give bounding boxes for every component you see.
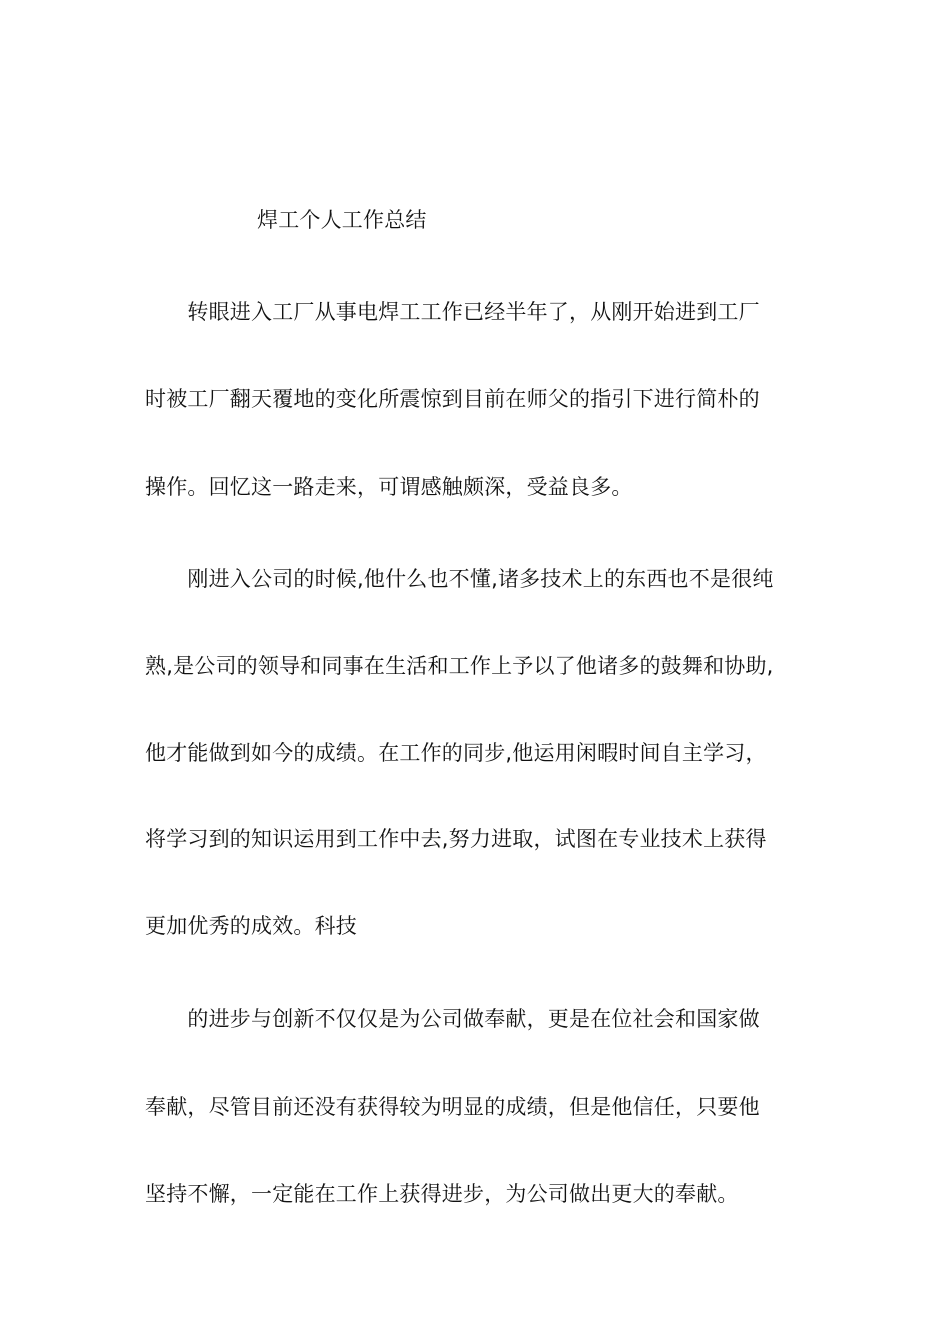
paragraph-line-3: 操作。回忆这一路走来，可谓感触颇深，受益良多。 xyxy=(145,475,633,499)
document-title: 焊工个人工作总结 xyxy=(257,208,427,232)
paragraph-line-11: 坚持不懈，一定能在工作上获得进步，为公司做出更大的奉献。 xyxy=(145,1182,739,1206)
paragraph-line-9: 的进步与创新不仅仅是为公司做奉献，更是在位社会和国家做 xyxy=(145,1007,760,1031)
paragraph-line-6: 他才能做到如今的成绩。在工作的同步,他运用闲暇时间自主学习， xyxy=(145,741,767,765)
paragraph-line-5: 熟,是公司的领导和同事在生活和工作上予以了他诸多的鼓舞和协助, xyxy=(145,654,774,678)
paragraph-line-4: 刚进入公司的时候,他什么也不懂,诸多技术上的东西也不是很纯 xyxy=(145,567,774,591)
paragraph-line-10: 奉献，尽管目前还没有获得较为明显的成绩，但是他信任，只要他 xyxy=(145,1095,760,1119)
paragraph-line-7: 将学习到的知识运用到工作中去,努力进取，试图在专业技术上获得 xyxy=(145,827,767,851)
paragraph-line-2: 时被工厂翻天覆地的变化所震惊到目前在师父的指引下进行简朴的 xyxy=(145,387,760,411)
paragraph-line-8: 更加优秀的成效。科技 xyxy=(145,914,357,938)
paragraph-line-1: 转眼进入工厂从事电焊工工作已经半年了，从刚开始进到工厂 xyxy=(145,300,760,324)
